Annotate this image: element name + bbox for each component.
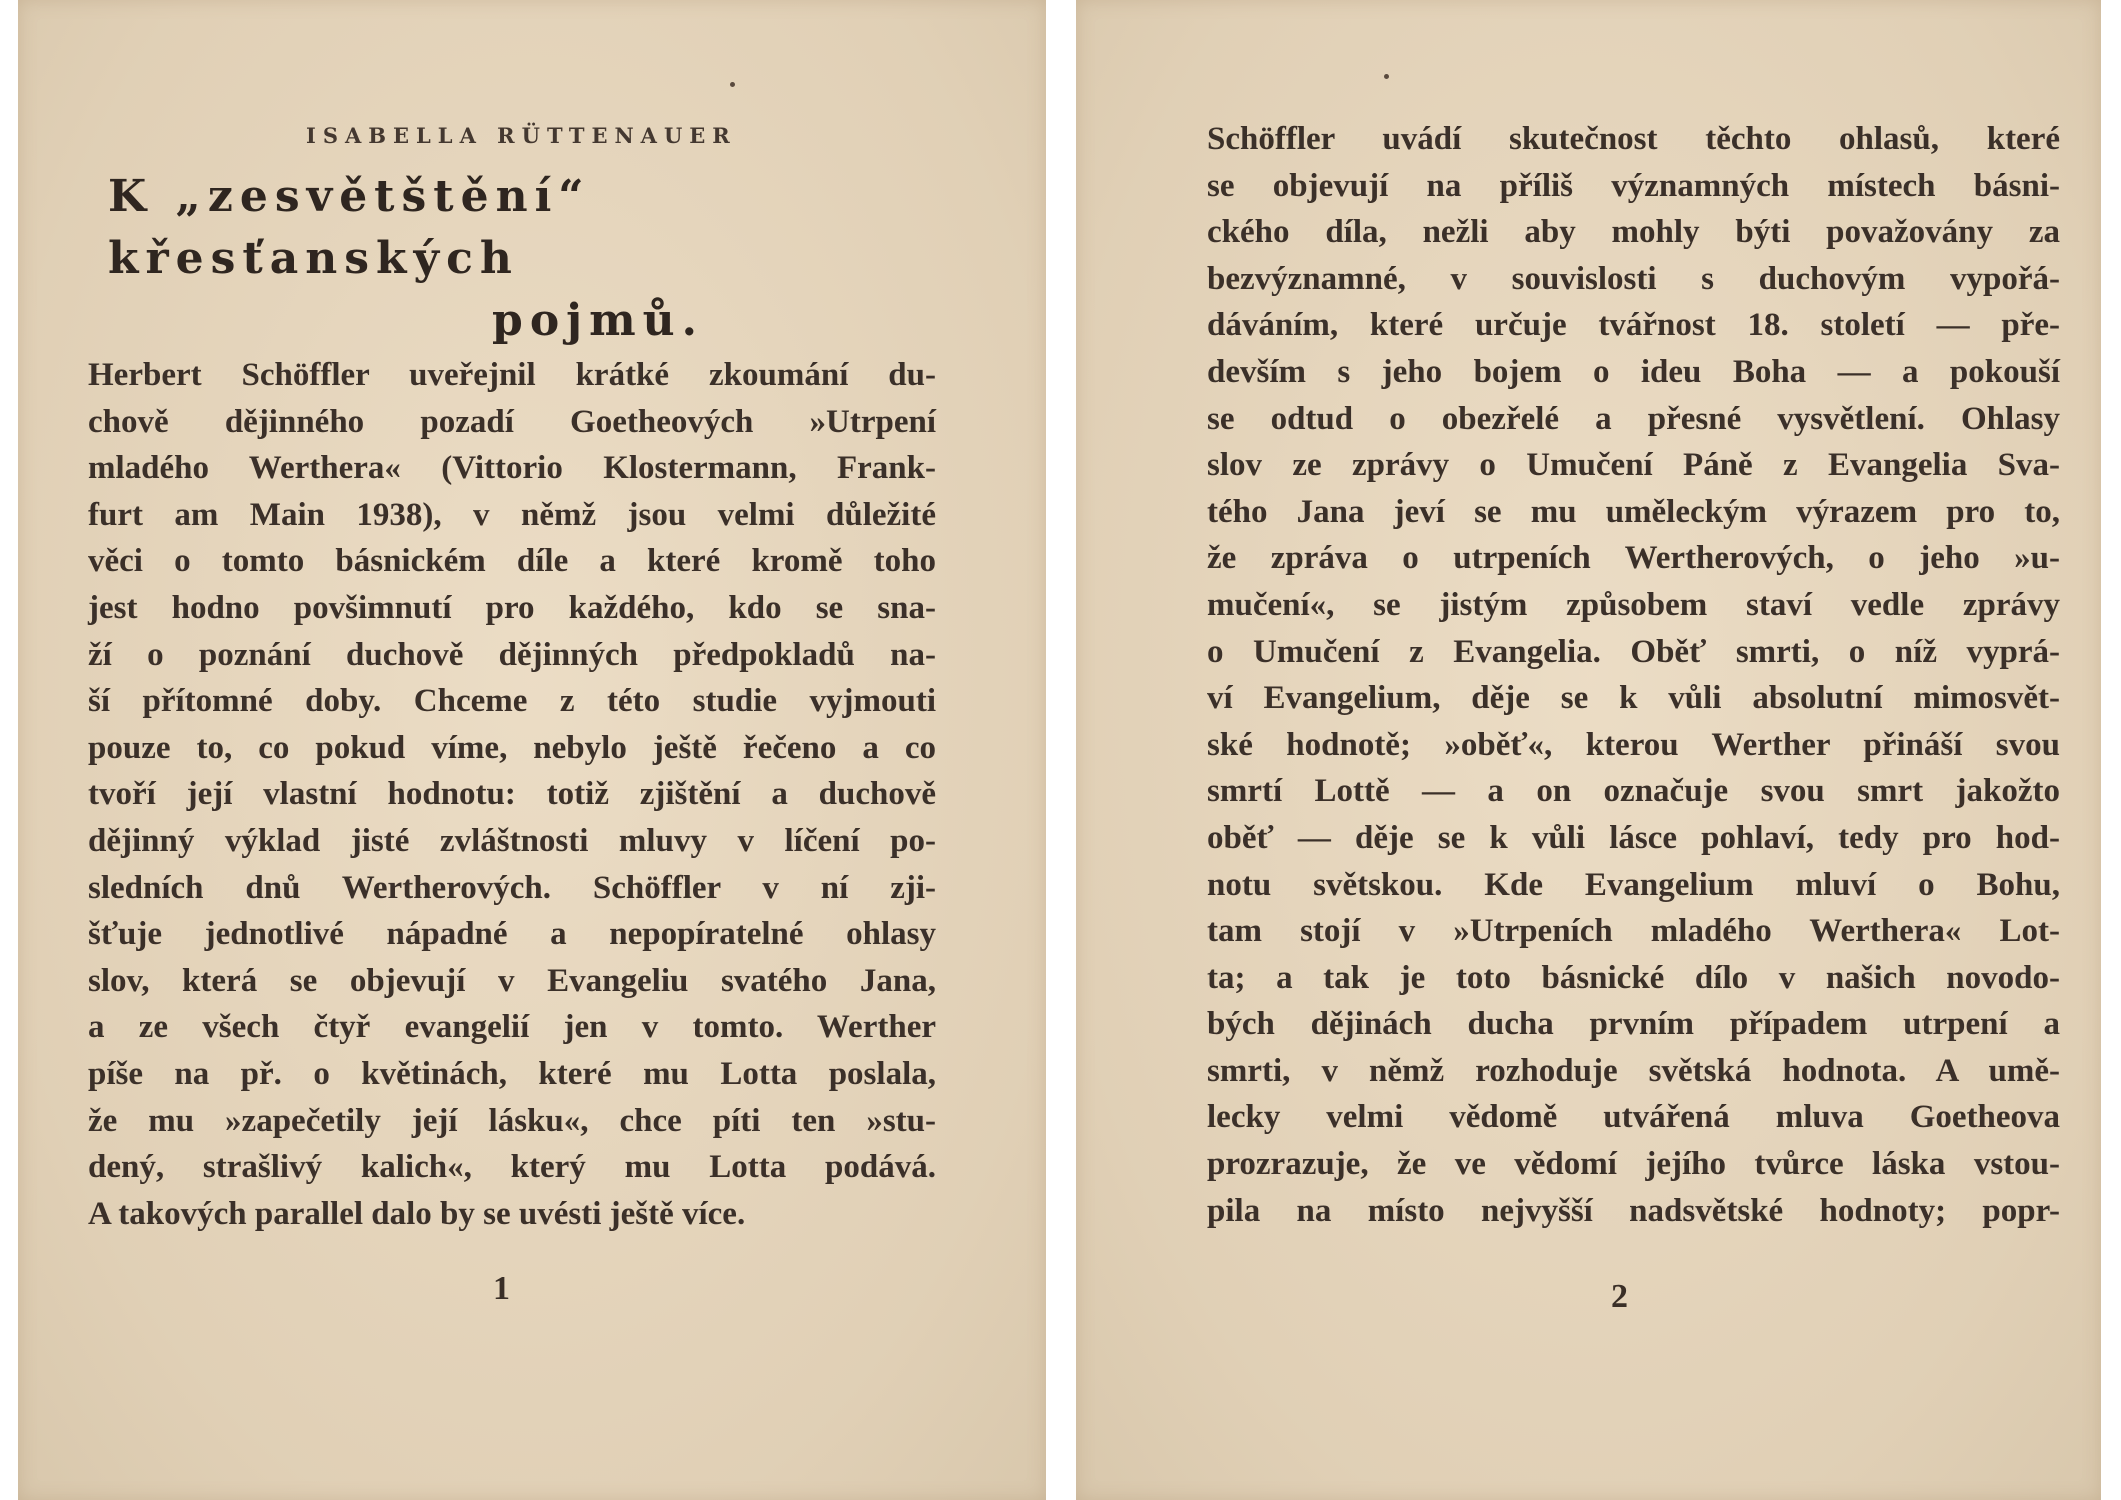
- text-line: o Umučení z Evangelia. Oběť smrti, o níž vyprá-: [1207, 633, 2060, 670]
- text-line: sledních dnů Wertherových. Schöffler v ní zji-: [88, 869, 936, 906]
- text-line: Herbert Schöffler uveřejnil krátké zkoumání du-: [88, 357, 936, 393]
- text-line: ckého díla, nežli aby mohly býti považovány za: [1207, 214, 2060, 251]
- text-line: jest hodno povšimnutí pro každého, kdo se sna-: [88, 589, 936, 626]
- page-left: [18, 0, 1046, 1500]
- page-number: 1: [493, 1270, 510, 1307]
- text-line: prozrazuje, že ve vědomí jejího tvůrce láska vstou-: [1207, 1146, 2060, 1183]
- text-line: devším s jeho bojem o ideu Boha — a pokouší: [1207, 353, 2060, 390]
- text-line: pouze to, co pokud víme, nebylo ještě řečeno a co: [88, 729, 936, 766]
- text-line: mladého Werthera« (Vittorio Klostermann, Frank-: [88, 450, 936, 487]
- text-line: ta; a tak je toto básnické dílo v našich novodo-: [1207, 959, 2060, 996]
- text-line: ší přítomné doby. Chceme z této studie vyjmouti: [88, 683, 936, 720]
- print-speck: [730, 82, 735, 87]
- text-line: bezvýznamné, v souvislosti s duchovým vypořá-: [1207, 260, 2060, 297]
- page-right: [1076, 0, 2101, 1500]
- text-line: chově dějinného pozadí Goetheových »Utrpení: [88, 403, 936, 440]
- text-line: smrtí Lottě — a on označuje svou smrt jakožto: [1207, 773, 2060, 810]
- text-line: že mu »zapečetily její lásku«, chce píti ten »stu-: [88, 1102, 936, 1139]
- text-line: smrti, v němž rozhoduje světská hodnota. A umě-: [1207, 1052, 2060, 1089]
- title-line-2: pojmů.: [492, 295, 704, 346]
- text-line: Schöffler uvádí skutečnost těchto ohlasů, které: [1207, 121, 2060, 157]
- text-line: se objevují na příliš významných místech básni-: [1207, 167, 2060, 204]
- text-line: se odtud o obezřelé a přesné vysvětlení. Ohlasy: [1207, 400, 2060, 437]
- text-line: lecky velmi vědomě utvářená mluva Goetheova: [1207, 1099, 2060, 1136]
- text-line: tam stojí v »Utrpeních mladého Werthera« Lot-: [1207, 913, 2060, 950]
- text-line: a ze všech čtyř evangelií jen v tomto. Werther: [88, 1009, 936, 1046]
- text-line: věci o tomto básnickém díle a které kromě toho: [88, 543, 936, 580]
- text-line: dený, strašlivý kalich«, který mu Lotta podává.: [88, 1149, 936, 1186]
- text-line: slov, která se objevují v Evangeliu svatého Jana,: [88, 962, 936, 999]
- text-line: že zpráva o utrpeních Wertherových, o jeho »u-: [1207, 540, 2060, 577]
- text-line: bých dějinách ducha prvním případem utrpení a: [1207, 1006, 2060, 1043]
- article-title: [108, 166, 948, 352]
- text-line: píše na př. o květinách, které mu Lotta poslala,: [88, 1055, 936, 1092]
- text-line: dáváním, které určuje tvářnost 18. století — pře-: [1207, 307, 2060, 344]
- text-line: dějinný výklad jisté zvláštnosti mluvy v líčení po-: [88, 822, 936, 859]
- text-line: furt am Main 1938), v němž jsou velmi důležité: [88, 496, 936, 533]
- text-line: A takových parallel dalo by se uvésti ještě více.: [88, 1195, 746, 1232]
- text-line: notu světskou. Kde Evangelium mluví o Bohu,: [1207, 866, 2060, 903]
- page-number: 2: [1611, 1278, 1628, 1315]
- body-text-right: [1207, 116, 2060, 1234]
- text-line: ví Evangelium, děje se k vůli absolutní mimosvět-: [1207, 680, 2060, 717]
- text-line: pila na místo nejvyšší nadsvětské hodnoty; popr-: [1207, 1192, 2060, 1229]
- text-line: tého Jana jeví se mu uměleckým výrazem pro to,: [1207, 493, 2060, 530]
- text-line: tvoří její vlastní hodnotu: totiž zjištění a duchově: [88, 776, 936, 813]
- title-line-1: K „zesvětštění“ křesťanských: [108, 171, 591, 284]
- body-text-left: [88, 352, 936, 1237]
- text-line: šťuje jednotlivé nápadné a nepopíratelné ohlasy: [88, 916, 936, 953]
- text-line: ží o poznání duchově dějinných předpokladů na-: [88, 636, 936, 673]
- text-line: mučení«, se jistým způsobem staví vedle zprávy: [1207, 586, 2060, 623]
- text-line: oběť — děje se k vůli lásce pohlaví, tedy pro hod-: [1207, 819, 2060, 856]
- text-line: slov ze zprávy o Umučení Páně z Evangelia Sva-: [1207, 447, 2060, 484]
- print-speck: [1384, 74, 1389, 79]
- text-line: ské hodnotě; »oběť«, kterou Werther přináší svou: [1207, 726, 2060, 763]
- author-name: ISABELLA RÜTTENAUER: [306, 123, 737, 148]
